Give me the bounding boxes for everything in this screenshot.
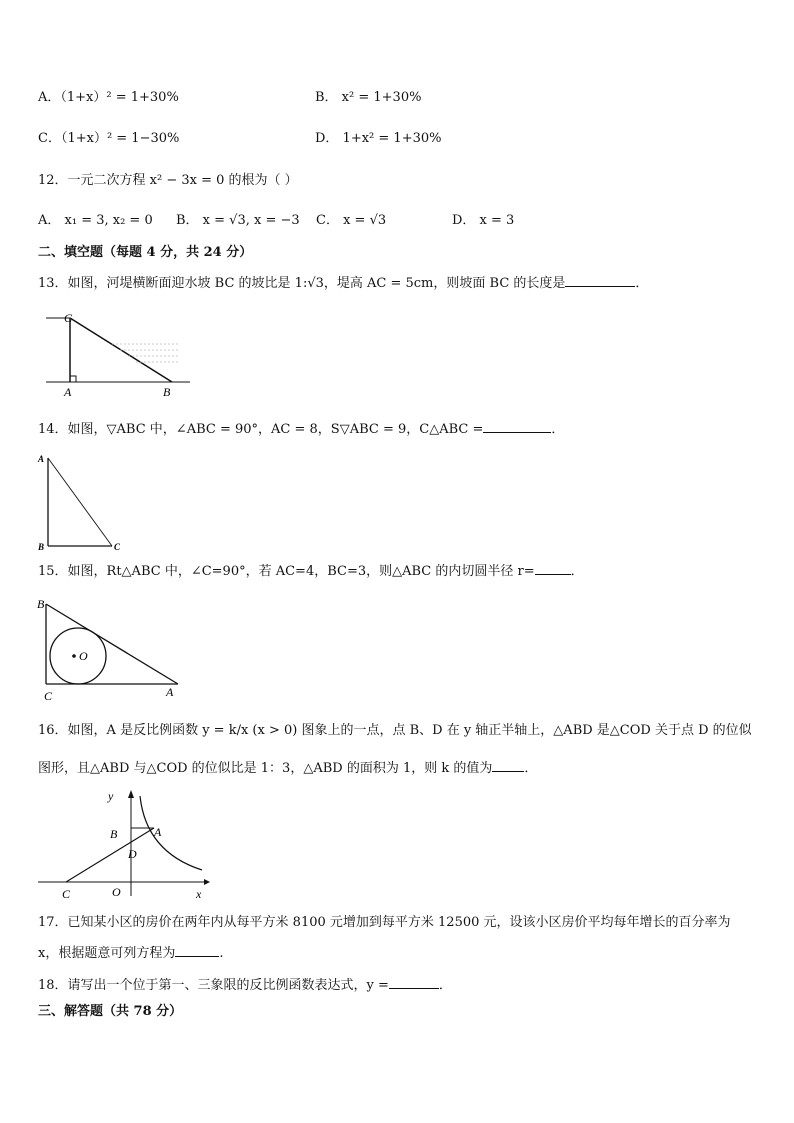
- q15-side-ab: [46, 604, 178, 684]
- q13-right-angle-mark: [70, 376, 76, 382]
- q14-label-c: C: [114, 542, 121, 552]
- q17-line1: 17．已知某小区的房价在两年内从每平方米 8100 元增加到每平方米 12500 元，设该小区房价平均每年增长的百分率为: [38, 915, 731, 930]
- q13-figure: [40, 310, 190, 400]
- q14-question: 14．如图，▽ABC 中，∠ABC = 90°，AC = 8，S▽ABC = 9，C△ABC =: [38, 422, 484, 437]
- q13-label-a: A: [64, 385, 72, 399]
- q13-label-b: B: [163, 385, 171, 399]
- q15-answer-blank[interactable]: [535, 574, 571, 575]
- q16-hyperbola: [140, 796, 202, 870]
- q17-line2-wrap: [38, 945, 223, 963]
- q15-figure: [36, 596, 186, 704]
- q11-option-d: D． 1+x² = 1+30%: [315, 131, 442, 146]
- q18-period: ．: [438, 978, 452, 993]
- q15-incircle: [50, 628, 106, 684]
- q14-answer-blank[interactable]: [483, 432, 551, 433]
- q11-option-b: B． x² = 1+30%: [315, 90, 422, 105]
- q13-label-c: C: [64, 311, 73, 325]
- q16-line2: 图形，且△ABD 与△COD 的位似比是 1：3，△ABD 的面积为 1，则 k 的值为: [38, 761, 493, 776]
- q16-line2-wrap: [38, 760, 537, 778]
- q15-label-c: C: [44, 689, 53, 703]
- q16-y-axis-arrow: [128, 790, 134, 798]
- q16-answer-blank[interactable]: [492, 771, 524, 772]
- q16-label-b: B: [110, 827, 118, 841]
- q14-side-ac: [48, 458, 112, 546]
- q16-line1: 16．如图，A 是反比例函数 y = k/x (x > 0) 图象上的一点，点 B、D 在 y 轴正半轴上，△ABD 是△COD 关于点 D 的位似: [38, 723, 752, 738]
- section-3-title: 三、解答题（共 78 分）: [38, 1004, 183, 1019]
- q12-option-a: A． x₁ = 3, x₂ = 0: [38, 213, 153, 228]
- q16-period: ．: [524, 761, 538, 776]
- q13-period: ．: [635, 276, 649, 291]
- q14-period: ．: [551, 422, 565, 437]
- q11-option-c: C．（1+x）² = 1−30%: [38, 131, 180, 146]
- q18-text: [38, 977, 452, 995]
- q16-label-d: D: [128, 847, 137, 861]
- q13-text: [38, 275, 648, 293]
- q15-label-b: B: [37, 597, 45, 611]
- q16-label-o: O: [112, 885, 121, 899]
- q16-label-y: y: [108, 789, 114, 803]
- q18-question: 18．请写出一个位于第一、三象限的反比例函数表达式，y =: [38, 978, 389, 993]
- q13-question: 13．如图，河堤横断面迎水坡 BC 的坡比是 1:√3，堤高 AC = 5cm，则坡面 BC 的长度是: [38, 276, 566, 291]
- q15-period: ．: [570, 564, 584, 579]
- q12-stem: 12．一元二次方程 x² − 3x = 0 的根为（ ）: [38, 173, 298, 188]
- q14-label-b: B: [38, 542, 45, 552]
- q16-figure: [36, 786, 212, 904]
- q16-label-x: x: [196, 887, 202, 901]
- q15-text: [38, 563, 584, 581]
- q14-figure: [38, 452, 138, 554]
- q14-text: [38, 421, 564, 439]
- q15-question: 15．如图，Rt△ABC 中，∠C=90°，若 AC=4，BC=3，则△ABC 的内切圆半径 r=: [38, 564, 535, 579]
- q12-option-b: B． x = √3, x = −3: [176, 213, 300, 228]
- q16-x-axis-arrow: [204, 879, 210, 885]
- q15-label-o: O: [79, 649, 88, 663]
- q18-answer-blank[interactable]: [389, 988, 439, 989]
- q16-label-a: A: [154, 825, 162, 839]
- section-2-title: 二、填空题（每题 4 分，共 24 分）: [38, 245, 253, 260]
- q11-option-a: A．（1+x）² = 1+30%: [38, 90, 179, 105]
- q15-center-point: [72, 654, 76, 658]
- q17-period: .: [219, 946, 224, 961]
- q12-option-d: D． x = 3: [452, 213, 515, 228]
- q16-label-c: C: [62, 887, 71, 901]
- q17-line2: x，根据题意可列方程为: [38, 946, 176, 961]
- q12-option-c: C． x = √3: [316, 213, 387, 228]
- q17-answer-blank[interactable]: [175, 956, 219, 957]
- q14-label-a: A: [38, 454, 45, 464]
- q15-label-a: A: [166, 685, 174, 699]
- q13-answer-blank[interactable]: [565, 286, 635, 287]
